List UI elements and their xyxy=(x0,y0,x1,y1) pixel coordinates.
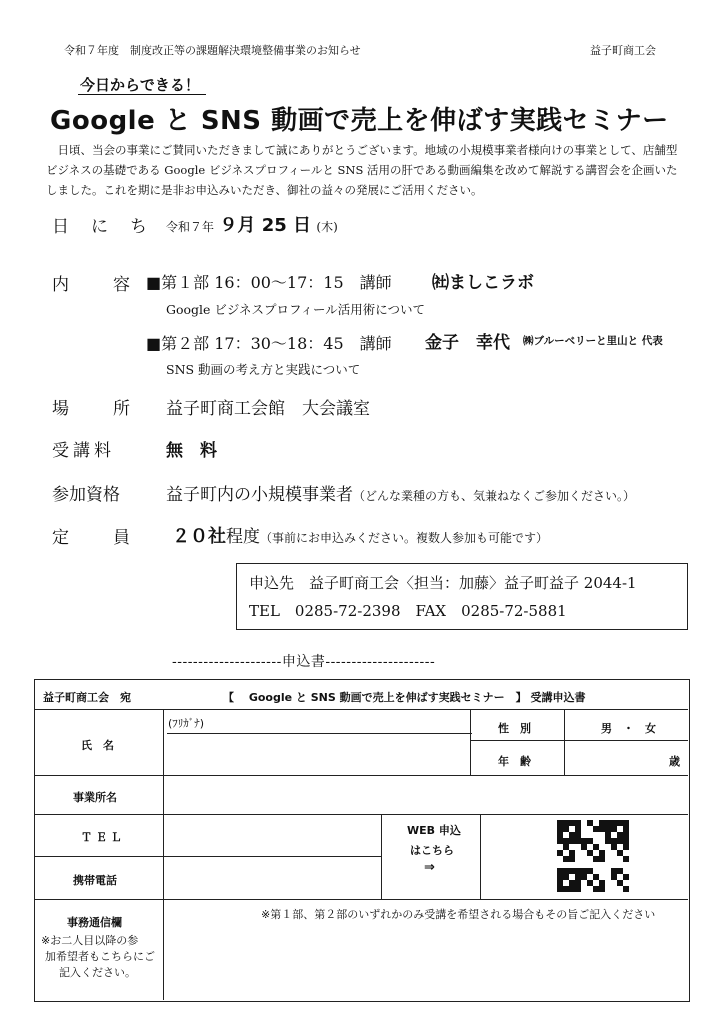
venue-value: 益子町商工会館 大会議室 xyxy=(166,399,370,419)
furigana-underline xyxy=(167,733,472,734)
part2-time: ■第２部 17：30〜18：45 講師 xyxy=(146,334,392,353)
eligibility-note: （どんな業種の方も、気兼ねなくご参加ください。） xyxy=(353,489,636,503)
date-label xyxy=(52,212,169,237)
form-vline xyxy=(470,709,471,775)
contact-line1: 申込先 益子町商工会〈担当：加藤〉益子町益子 2044-1 xyxy=(249,574,637,592)
memo-hint: ※第１部、第２部のいずれかのみ受講を希望される場合もその旨ご記入ください xyxy=(261,908,656,921)
business-label: 事業所名 xyxy=(73,791,117,804)
date-main: ９月 25 日 xyxy=(219,215,312,236)
form-hline xyxy=(35,899,688,900)
form-vline xyxy=(480,814,481,899)
part1-time: ■第１部 16：00〜17：15 講師 xyxy=(146,273,392,292)
contact-line2: TEL 0285-72-2398 FAX 0285-72-5881 xyxy=(249,602,567,620)
form-vline xyxy=(381,814,382,899)
part1-lecturer: ㈳ましこラボ xyxy=(432,273,534,293)
date-prefix: 令和７年 xyxy=(166,220,215,234)
memo-label: 事務通信欄 xyxy=(67,916,122,929)
venue-label xyxy=(52,394,174,419)
memo-note-line3: 記入ください。 xyxy=(59,966,136,979)
name-label: 氏 名 xyxy=(81,739,114,752)
intro-text: 日頃、当会の事業にご賛同いただきまして誠にありがとうございます。地域の小規模事業者様向けの事業として、店舗型ビジネスの基礎である Google ビジネスプロフィールと SNS 活用の肝である動画編集を改めて解説する講習会を企画いたしました。これを期に是非お申込みいただき、御社の益々の発展にご活用ください。 xyxy=(46,143,678,197)
capacity-number: ２０社 xyxy=(172,526,226,547)
content-label-text: 内容 xyxy=(52,275,174,295)
part2-lecturer: 金子 幸代 xyxy=(425,333,510,353)
header-organizer: 益子町商工会 xyxy=(590,44,656,57)
part2-affiliation: ㈱ブルーベリーと里山と 代表 xyxy=(523,335,663,347)
header-notice: 令和７年度 制度改正等の課題解決環境整備事業のお知らせ xyxy=(64,44,361,57)
form-hline xyxy=(470,740,688,741)
eligibility-main: 益子町内の小規模事業者 xyxy=(166,485,353,505)
page-title: Google と SNS 動画で売上を伸ばす実践セミナー xyxy=(50,106,669,136)
qr-code[interactable] xyxy=(557,820,629,892)
date-value xyxy=(166,211,338,237)
capacity-note: （事前にお申込みください。複数人参加も可能です） xyxy=(260,531,549,545)
memo-note-line2: 加希望者もこちらにご xyxy=(45,950,155,963)
form-vline xyxy=(163,709,164,1000)
form-divider: ---------------------申込書--------------------- xyxy=(172,654,436,670)
tel-label: Ｔ Ｅ Ｌ xyxy=(81,831,122,844)
eligibility-label xyxy=(52,480,162,505)
fee-value: 無 料 xyxy=(166,441,217,461)
form-vline xyxy=(564,709,565,775)
eligibility-label-text: 参加資格 xyxy=(52,485,120,505)
age-unit: 歳 xyxy=(669,755,680,768)
capacity-label xyxy=(52,523,174,548)
gender-label: 性 別 xyxy=(498,722,531,735)
catch-copy: 今日からできる！ xyxy=(80,76,200,94)
capacity-suffix: 程度 xyxy=(226,527,260,547)
arrow-right-icon: ⇒ xyxy=(424,860,435,875)
form-hline xyxy=(35,856,381,857)
age-label: 年 齢 xyxy=(498,755,531,768)
form-hline xyxy=(35,814,688,815)
fee-label-text: 受講料 xyxy=(52,441,115,461)
eligibility-value xyxy=(166,480,635,505)
gender-options[interactable]: 男 ・ 女 xyxy=(601,722,656,735)
form-hline xyxy=(35,775,688,776)
web-apply-line2: はこちら xyxy=(410,844,454,857)
memo-note-line1: ※お二人目以降の参 xyxy=(41,934,139,947)
part2-topic: SNS 動画の考え方と実践について xyxy=(166,362,361,377)
catch-underline xyxy=(78,94,206,95)
date-label-text: 日にち xyxy=(52,217,169,237)
web-apply-line1: WEB 申込 xyxy=(407,824,461,837)
date-dow: (木) xyxy=(316,220,338,234)
venue-label-text: 場所 xyxy=(52,399,174,419)
fee-label xyxy=(52,436,162,461)
capacity-value xyxy=(172,522,548,548)
capacity-label-text: 定員 xyxy=(52,528,174,548)
application-form xyxy=(34,679,690,1002)
form-addressee: 益子町商工会 宛 xyxy=(43,691,131,704)
contact-box xyxy=(236,563,688,630)
form-heading: 【 Google と SNS 動画で売上を伸ばす実践セミナー 】 受講申込書 xyxy=(223,691,586,704)
furigana-label: (ﾌﾘｶﾞﾅ) xyxy=(168,717,205,730)
form-hline xyxy=(35,709,688,710)
mobile-label: 携帯電話 xyxy=(73,874,117,887)
part1-topic: Google ビジネスプロフィール活用術について xyxy=(166,302,426,317)
